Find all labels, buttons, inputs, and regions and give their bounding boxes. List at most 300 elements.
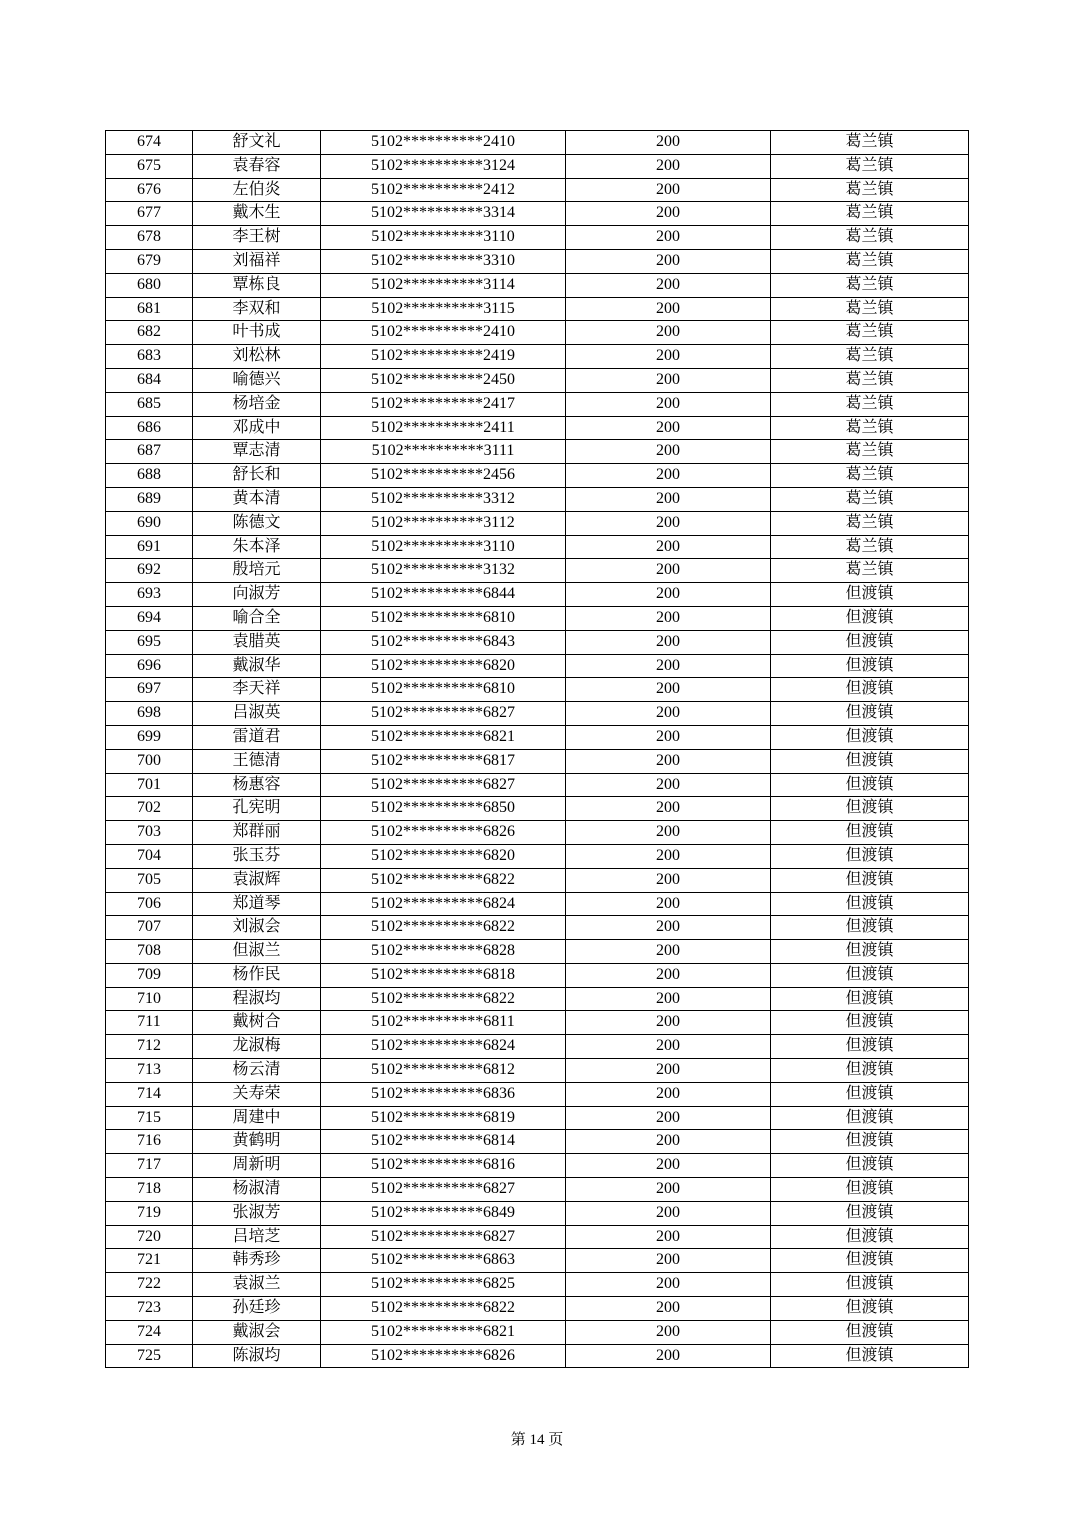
- table-row: [106, 1344, 969, 1368]
- id-number-masked: 5102**********6822: [321, 916, 566, 940]
- row-number: 711: [106, 1011, 193, 1035]
- id-number-masked: 5102**********6828: [321, 940, 566, 964]
- person-name: 刘松林: [193, 345, 321, 369]
- amount: 200: [566, 725, 771, 749]
- amount: 200: [566, 606, 771, 630]
- id-number-masked: 5102**********6827: [321, 1178, 566, 1202]
- row-number: 675: [106, 154, 193, 178]
- row-number: 722: [106, 1273, 193, 1297]
- person-name: 戴树合: [193, 1011, 321, 1035]
- row-number: 725: [106, 1344, 193, 1368]
- table-row: [106, 1225, 969, 1249]
- id-number-masked: 5102**********6824: [321, 892, 566, 916]
- amount: 200: [566, 892, 771, 916]
- town-name: 葛兰镇: [771, 131, 969, 155]
- town-name: 但渡镇: [771, 1035, 969, 1059]
- person-name: 杨作民: [193, 963, 321, 987]
- amount: 200: [566, 702, 771, 726]
- person-name: 朱本泽: [193, 535, 321, 559]
- table-row: [106, 821, 969, 845]
- town-name: 但渡镇: [771, 1130, 969, 1154]
- row-number: 701: [106, 773, 193, 797]
- amount: 200: [566, 1082, 771, 1106]
- person-name: 舒长和: [193, 464, 321, 488]
- amount: 200: [566, 511, 771, 535]
- amount: 200: [566, 392, 771, 416]
- amount: 200: [566, 987, 771, 1011]
- amount: 200: [566, 297, 771, 321]
- town-name: 但渡镇: [771, 916, 969, 940]
- table-body: [106, 131, 969, 1368]
- id-number-masked: 5102**********2410: [321, 131, 566, 155]
- row-number: 690: [106, 511, 193, 535]
- amount: 200: [566, 178, 771, 202]
- person-name: 王德清: [193, 749, 321, 773]
- table-row: [106, 606, 969, 630]
- person-name: 戴木生: [193, 202, 321, 226]
- table-row: [106, 226, 969, 250]
- town-name: 但渡镇: [771, 868, 969, 892]
- town-name: 葛兰镇: [771, 440, 969, 464]
- row-number: 724: [106, 1320, 193, 1344]
- person-name: 龙淑梅: [193, 1035, 321, 1059]
- id-number-masked: 5102**********6821: [321, 725, 566, 749]
- row-number: 715: [106, 1106, 193, 1130]
- person-name: 杨淑清: [193, 1178, 321, 1202]
- person-name: 袁淑兰: [193, 1273, 321, 1297]
- amount: 200: [566, 630, 771, 654]
- amount: 200: [566, 773, 771, 797]
- id-number-masked: 5102**********6812: [321, 1059, 566, 1083]
- id-number-masked: 5102**********3115: [321, 297, 566, 321]
- row-number: 705: [106, 868, 193, 892]
- person-name: 覃栋良: [193, 273, 321, 297]
- person-name: 周新明: [193, 1154, 321, 1178]
- table-row: [106, 178, 969, 202]
- row-number: 713: [106, 1059, 193, 1083]
- person-name: 戴淑华: [193, 654, 321, 678]
- table-row: [106, 297, 969, 321]
- person-name: 程淑均: [193, 987, 321, 1011]
- id-number-masked: 5102**********6843: [321, 630, 566, 654]
- town-name: 但渡镇: [771, 1297, 969, 1321]
- person-name: 杨培金: [193, 392, 321, 416]
- id-number-masked: 5102**********6811: [321, 1011, 566, 1035]
- amount: 200: [566, 1273, 771, 1297]
- amount: 200: [566, 487, 771, 511]
- row-number: 719: [106, 1201, 193, 1225]
- town-name: 但渡镇: [771, 1273, 969, 1297]
- person-name: 覃志清: [193, 440, 321, 464]
- amount: 200: [566, 535, 771, 559]
- id-number-masked: 5102**********3124: [321, 154, 566, 178]
- table-row: [106, 559, 969, 583]
- person-name: 刘福祥: [193, 249, 321, 273]
- town-name: 但渡镇: [771, 1225, 969, 1249]
- amount: 200: [566, 1106, 771, 1130]
- town-name: 但渡镇: [771, 940, 969, 964]
- row-number: 710: [106, 987, 193, 1011]
- town-name: 但渡镇: [771, 1106, 969, 1130]
- row-number: 680: [106, 273, 193, 297]
- amount: 200: [566, 1130, 771, 1154]
- town-name: 葛兰镇: [771, 178, 969, 202]
- table-row: [106, 1273, 969, 1297]
- table-row: [106, 321, 969, 345]
- amount: 200: [566, 940, 771, 964]
- table-row: [106, 1178, 969, 1202]
- person-name: 叶书成: [193, 321, 321, 345]
- table-row: [106, 1106, 969, 1130]
- table-row: [106, 725, 969, 749]
- table-row: [106, 1130, 969, 1154]
- town-name: 但渡镇: [771, 773, 969, 797]
- row-number: 718: [106, 1178, 193, 1202]
- row-number: 699: [106, 725, 193, 749]
- amount: 200: [566, 368, 771, 392]
- town-name: 但渡镇: [771, 749, 969, 773]
- row-number: 698: [106, 702, 193, 726]
- row-number: 714: [106, 1082, 193, 1106]
- id-number-masked: 5102**********6836: [321, 1082, 566, 1106]
- town-name: 但渡镇: [771, 1154, 969, 1178]
- table-row: [106, 487, 969, 511]
- person-name: 韩秀珍: [193, 1249, 321, 1273]
- id-number-masked: 5102**********6820: [321, 654, 566, 678]
- town-name: 葛兰镇: [771, 559, 969, 583]
- amount: 200: [566, 844, 771, 868]
- town-name: 但渡镇: [771, 987, 969, 1011]
- row-number: 686: [106, 416, 193, 440]
- row-number: 716: [106, 1130, 193, 1154]
- table-row: [106, 392, 969, 416]
- amount: 200: [566, 464, 771, 488]
- table-row: [106, 749, 969, 773]
- table-row: [106, 654, 969, 678]
- id-number-masked: 5102**********6827: [321, 773, 566, 797]
- table-row: [106, 464, 969, 488]
- row-number: 723: [106, 1297, 193, 1321]
- table-row: [106, 868, 969, 892]
- town-name: 葛兰镇: [771, 464, 969, 488]
- person-name: 张玉芬: [193, 844, 321, 868]
- row-number: 689: [106, 487, 193, 511]
- town-name: 但渡镇: [771, 630, 969, 654]
- amount: 200: [566, 868, 771, 892]
- id-number-masked: 5102**********6822: [321, 868, 566, 892]
- town-name: 但渡镇: [771, 1082, 969, 1106]
- id-number-masked: 5102**********6827: [321, 702, 566, 726]
- id-number-masked: 5102**********3114: [321, 273, 566, 297]
- person-name: 邓成中: [193, 416, 321, 440]
- table-row: [106, 773, 969, 797]
- town-name: 但渡镇: [771, 654, 969, 678]
- row-number: 676: [106, 178, 193, 202]
- row-number: 687: [106, 440, 193, 464]
- row-number: 683: [106, 345, 193, 369]
- table-row: [106, 154, 969, 178]
- amount: 200: [566, 583, 771, 607]
- person-name: 袁淑辉: [193, 868, 321, 892]
- town-name: 葛兰镇: [771, 511, 969, 535]
- table-row: [106, 131, 969, 155]
- id-number-masked: 5102**********6814: [321, 1130, 566, 1154]
- table-row: [106, 940, 969, 964]
- town-name: 但渡镇: [771, 606, 969, 630]
- row-number: 720: [106, 1225, 193, 1249]
- person-name: 李王树: [193, 226, 321, 250]
- town-name: 但渡镇: [771, 583, 969, 607]
- amount: 200: [566, 963, 771, 987]
- amount: 200: [566, 249, 771, 273]
- person-name: 殷培元: [193, 559, 321, 583]
- id-number-masked: 5102**********6849: [321, 1201, 566, 1225]
- row-number: 717: [106, 1154, 193, 1178]
- id-number-masked: 5102**********6821: [321, 1320, 566, 1344]
- amount: 200: [566, 1249, 771, 1273]
- id-number-masked: 5102**********2419: [321, 345, 566, 369]
- id-number-masked: 5102**********6810: [321, 606, 566, 630]
- table-row: [106, 916, 969, 940]
- amount: 200: [566, 1297, 771, 1321]
- table-row: [106, 1059, 969, 1083]
- table-row: [106, 368, 969, 392]
- person-name: 黄鹤明: [193, 1130, 321, 1154]
- amount: 200: [566, 749, 771, 773]
- row-number: 694: [106, 606, 193, 630]
- town-name: 但渡镇: [771, 797, 969, 821]
- row-number: 678: [106, 226, 193, 250]
- id-number-masked: 5102**********6825: [321, 1273, 566, 1297]
- amount: 200: [566, 797, 771, 821]
- person-name: 刘淑会: [193, 916, 321, 940]
- town-name: 葛兰镇: [771, 202, 969, 226]
- table-row: [106, 702, 969, 726]
- person-name: 杨惠容: [193, 773, 321, 797]
- id-number-masked: 5102**********3110: [321, 226, 566, 250]
- person-name: 陈德文: [193, 511, 321, 535]
- id-number-masked: 5102**********6824: [321, 1035, 566, 1059]
- row-number: 696: [106, 654, 193, 678]
- person-name: 李双和: [193, 297, 321, 321]
- amount: 200: [566, 1225, 771, 1249]
- amount: 200: [566, 226, 771, 250]
- town-name: 但渡镇: [771, 1011, 969, 1035]
- row-number: 692: [106, 559, 193, 583]
- row-number: 707: [106, 916, 193, 940]
- amount: 200: [566, 1344, 771, 1368]
- town-name: 葛兰镇: [771, 321, 969, 345]
- person-name: 张淑芳: [193, 1201, 321, 1225]
- person-name: 孔宪明: [193, 797, 321, 821]
- person-name: 郑群丽: [193, 821, 321, 845]
- person-name: 雷道君: [193, 725, 321, 749]
- row-number: 674: [106, 131, 193, 155]
- id-number-masked: 5102**********6822: [321, 1297, 566, 1321]
- town-name: 葛兰镇: [771, 297, 969, 321]
- town-name: 但渡镇: [771, 1059, 969, 1083]
- table-row: [106, 535, 969, 559]
- id-number-masked: 5102**********2417: [321, 392, 566, 416]
- person-name: 吕淑英: [193, 702, 321, 726]
- row-number: 688: [106, 464, 193, 488]
- amount: 200: [566, 1035, 771, 1059]
- town-name: 葛兰镇: [771, 345, 969, 369]
- town-name: 但渡镇: [771, 892, 969, 916]
- amount: 200: [566, 154, 771, 178]
- town-name: 葛兰镇: [771, 416, 969, 440]
- person-name: 喻德兴: [193, 368, 321, 392]
- town-name: 葛兰镇: [771, 273, 969, 297]
- row-number: 695: [106, 630, 193, 654]
- id-number-masked: 5102**********3310: [321, 249, 566, 273]
- person-name: 黄本清: [193, 487, 321, 511]
- id-number-masked: 5102**********6810: [321, 678, 566, 702]
- person-name: 杨云清: [193, 1059, 321, 1083]
- row-number: 700: [106, 749, 193, 773]
- id-number-masked: 5102**********6817: [321, 749, 566, 773]
- id-number-masked: 5102**********3111: [321, 440, 566, 464]
- person-name: 戴淑会: [193, 1320, 321, 1344]
- table-row: [106, 797, 969, 821]
- table-row: [106, 844, 969, 868]
- town-name: 但渡镇: [771, 821, 969, 845]
- person-name: 舒文礼: [193, 131, 321, 155]
- row-number: 682: [106, 321, 193, 345]
- person-name: 孙廷珍: [193, 1297, 321, 1321]
- table-row: [106, 345, 969, 369]
- town-name: 但渡镇: [771, 702, 969, 726]
- id-number-masked: 5102**********2411: [321, 416, 566, 440]
- id-number-masked: 5102**********6820: [321, 844, 566, 868]
- id-number-masked: 5102**********6844: [321, 583, 566, 607]
- amount: 200: [566, 321, 771, 345]
- person-name: 关寿荣: [193, 1082, 321, 1106]
- person-name: 吕培芝: [193, 1225, 321, 1249]
- town-name: 但渡镇: [771, 1320, 969, 1344]
- town-name: 葛兰镇: [771, 154, 969, 178]
- table-row: [106, 892, 969, 916]
- table-row: [106, 583, 969, 607]
- amount: 200: [566, 1201, 771, 1225]
- row-number: 702: [106, 797, 193, 821]
- table-row: [106, 249, 969, 273]
- person-name: 李天祥: [193, 678, 321, 702]
- row-number: 677: [106, 202, 193, 226]
- amount: 200: [566, 416, 771, 440]
- table-row: [106, 273, 969, 297]
- town-name: 但渡镇: [771, 1178, 969, 1202]
- amount: 200: [566, 202, 771, 226]
- id-number-masked: 5102**********3132: [321, 559, 566, 583]
- amount: 200: [566, 678, 771, 702]
- town-name: 但渡镇: [771, 725, 969, 749]
- page-number: 第 14 页: [510, 1432, 564, 1448]
- amount: 200: [566, 1320, 771, 1344]
- id-number-masked: 5102**********3314: [321, 202, 566, 226]
- row-number: 709: [106, 963, 193, 987]
- town-name: 但渡镇: [771, 1201, 969, 1225]
- payment-list-table: [105, 130, 969, 1368]
- row-number: 703: [106, 821, 193, 845]
- town-name: 葛兰镇: [771, 249, 969, 273]
- id-number-masked: 5102**********6863: [321, 1249, 566, 1273]
- amount: 200: [566, 131, 771, 155]
- table-row: [106, 416, 969, 440]
- town-name: 葛兰镇: [771, 392, 969, 416]
- amount: 200: [566, 1154, 771, 1178]
- person-name: 向淑芳: [193, 583, 321, 607]
- town-name: 但渡镇: [771, 678, 969, 702]
- amount: 200: [566, 440, 771, 464]
- id-number-masked: 5102**********6818: [321, 963, 566, 987]
- table-row: [106, 963, 969, 987]
- row-number: 691: [106, 535, 193, 559]
- row-number: 712: [106, 1035, 193, 1059]
- person-name: 袁春容: [193, 154, 321, 178]
- town-name: 但渡镇: [771, 963, 969, 987]
- row-number: 684: [106, 368, 193, 392]
- table-row: [106, 1011, 969, 1035]
- person-name: 袁腊英: [193, 630, 321, 654]
- id-number-masked: 5102**********6850: [321, 797, 566, 821]
- amount: 200: [566, 345, 771, 369]
- row-number: 704: [106, 844, 193, 868]
- town-name: 但渡镇: [771, 1249, 969, 1273]
- row-number: 708: [106, 940, 193, 964]
- id-number-masked: 5102**********6826: [321, 821, 566, 845]
- town-name: 但渡镇: [771, 1344, 969, 1368]
- amount: 200: [566, 821, 771, 845]
- id-number-masked: 5102**********3312: [321, 487, 566, 511]
- id-number-masked: 5102**********2456: [321, 464, 566, 488]
- table-row: [106, 1201, 969, 1225]
- id-number-masked: 5102**********6826: [321, 1344, 566, 1368]
- person-name: 喻合全: [193, 606, 321, 630]
- table-row: [106, 630, 969, 654]
- table-row: [106, 1297, 969, 1321]
- town-name: 葛兰镇: [771, 487, 969, 511]
- table-row: [106, 1320, 969, 1344]
- person-name: 周建中: [193, 1106, 321, 1130]
- amount: 200: [566, 273, 771, 297]
- id-number-masked: 5102**********3112: [321, 511, 566, 535]
- table-row: [106, 1154, 969, 1178]
- id-number-masked: 5102**********6819: [321, 1106, 566, 1130]
- town-name: 但渡镇: [771, 844, 969, 868]
- table-row: [106, 1082, 969, 1106]
- amount: 200: [566, 1011, 771, 1035]
- town-name: 葛兰镇: [771, 535, 969, 559]
- row-number: 685: [106, 392, 193, 416]
- amount: 200: [566, 1059, 771, 1083]
- amount: 200: [566, 654, 771, 678]
- id-number-masked: 5102**********3110: [321, 535, 566, 559]
- id-number-masked: 5102**********2410: [321, 321, 566, 345]
- id-number-masked: 5102**********2450: [321, 368, 566, 392]
- table-row: [106, 987, 969, 1011]
- id-number-masked: 5102**********6816: [321, 1154, 566, 1178]
- person-name: 左伯炎: [193, 178, 321, 202]
- table-row: [106, 1035, 969, 1059]
- town-name: 葛兰镇: [771, 368, 969, 392]
- table-row: [106, 678, 969, 702]
- id-number-masked: 5102**********6822: [321, 987, 566, 1011]
- amount: 200: [566, 916, 771, 940]
- table-row: [106, 511, 969, 535]
- table-row: [106, 440, 969, 464]
- amount: 200: [566, 1178, 771, 1202]
